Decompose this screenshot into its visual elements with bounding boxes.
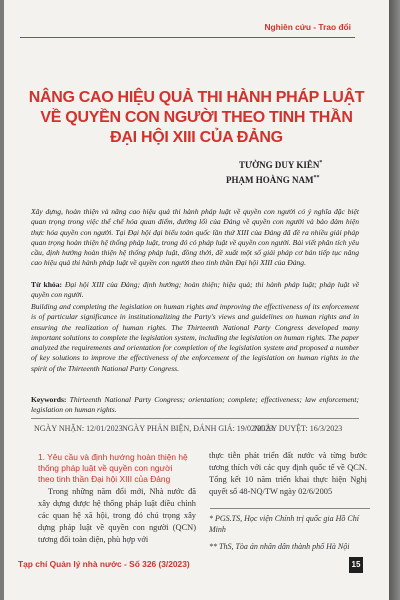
- footnote-rule: [210, 508, 370, 509]
- date-reviewed: NGÀY PHẢN BIỆN, ĐÁNH GIÁ: 19/02/2023: [122, 424, 274, 433]
- section-header: Nghiên cứu - Trao đổi: [264, 22, 351, 32]
- page-edge: [389, 0, 400, 600]
- author-1: [239, 160, 322, 170]
- header-rule: [20, 37, 355, 38]
- author-1-mark: *: [319, 160, 323, 166]
- section-heading-1: 1. Yêu cầu và định hướng hoàn thiện hệ thống pháp luật về quyền con người theo tinh thần Đại hội XIII của Đảng: [38, 452, 188, 484]
- abstract-vietnamese: Xây dựng, hoàn thiện và nâng cao hiệu quả thi hành pháp luật về quyền con người có ý nghĩa đặc biệt quan trọng trong việc thể chế hóa quan điểm, đường lối của Đảng về quyền con người và bảo đảm hiện thực hóa quyền con người. Tại Đại hội đại biểu toàn quốc lần thứ XIII của Đảng đã đề ra nhiều giải pháp quan trọng hoàn thiện hệ thống pháp luật, trong đó có pháp luật về quyền con người. Bài viết phân tích yêu cầu, định hướng hoàn thiện hệ thống pháp luật, đồng thời, đề xuất một số giải pháp cơ bản tiếp tục nâng cao hiệu quả thi hành pháp luật về quyền con người theo tinh thần Đại hội XIII của Đảng.: [31, 207, 359, 268]
- abstract-english: Building and completing the legislation on human rights and improving the effectiveness of its enforcement is of particular significance in institutionalizing the Party's views and guidelines on human rights and in ensuring the realization of human rights. The Thirteenth National Party Congress developed many important solutions to complete the legislation system, including the legislation on human rights. The paper analyzed the requirements and orientation for completion of the legislation system and proposed a number of key solutions to improve the effectiveness of the enforcement of the legislation on human rights in the spirit of the Thirteenth National Party Congress.: [31, 302, 359, 373]
- author-2-name: PHẠM HOÀNG NAM: [226, 175, 314, 185]
- footnotes: [209, 513, 371, 558]
- footnote-1: * PGS.TS, Học viện Chính trị quốc gia Hồ Chí Minh: [209, 514, 359, 534]
- dates-rule: [31, 418, 359, 419]
- author-2: [226, 175, 320, 185]
- keywords-en-label: Keywords:: [31, 395, 67, 404]
- keywords-vi-label: Từ khóa:: [31, 280, 63, 289]
- date-received: NGÀY NHẬN: 12/01/2023: [34, 424, 123, 433]
- journal-page: [4, 0, 389, 600]
- author-1-name: TƯỜNG DUY KIÊN: [239, 160, 320, 170]
- keywords-vietnamese: [31, 280, 359, 301]
- body-left-column: Trong những năm đổi mới, Nhà nước đã xây dựng được hệ thống pháp luật điều chỉnh các quan hệ xã hội, trong đó chú trọng xây dựng pháp luật về quyền con người (QCN) tương đối toàn diện, phù hợp với: [38, 487, 196, 544]
- article-title-line-1: NÂNG CAO HIỆU QUẢ THI HÀNH PHÁP LUẬT: [28, 89, 365, 106]
- journal-footer: Tạp chí Quản lý nhà nước - Số 326 (3/2023): [18, 559, 190, 569]
- author-2-mark: **: [313, 175, 320, 181]
- footnote-2: ** ThS, Tòa án nhân dân thành phố Hà Nội: [209, 542, 350, 551]
- article-title-line-3: ĐẠI HỘI XIII CỦA ĐẢNG: [110, 129, 283, 146]
- date-approved: NGÀY DUYỆT: 16/3/2023: [254, 424, 343, 433]
- keywords-vi-text: Đại hội XIII của Đảng; định hướng; hoàn thiện; hiệu quả; thi hành pháp luật; pháp luật về quyền con người.: [31, 280, 360, 300]
- article-title-line-2: VỀ QUYỀN CON NGƯỜI THEO TINH THẦN: [40, 109, 353, 126]
- keywords-english: [31, 395, 359, 416]
- page-number: 15: [349, 557, 363, 573]
- keywords-en-text: Thirteenth National Party Congress; orientation; complete; effectiveness; law enforcement; legislation on human rights.: [31, 395, 359, 415]
- body-right-column: thực tiễn phát triển đất nước và từng bước tương thích với các quy định quốc tế về QCN. Tổng kết 10 năm triển khai thực hiện Nghị quyết số 48-NQ/TW ngày 02/6/2005: [209, 451, 367, 496]
